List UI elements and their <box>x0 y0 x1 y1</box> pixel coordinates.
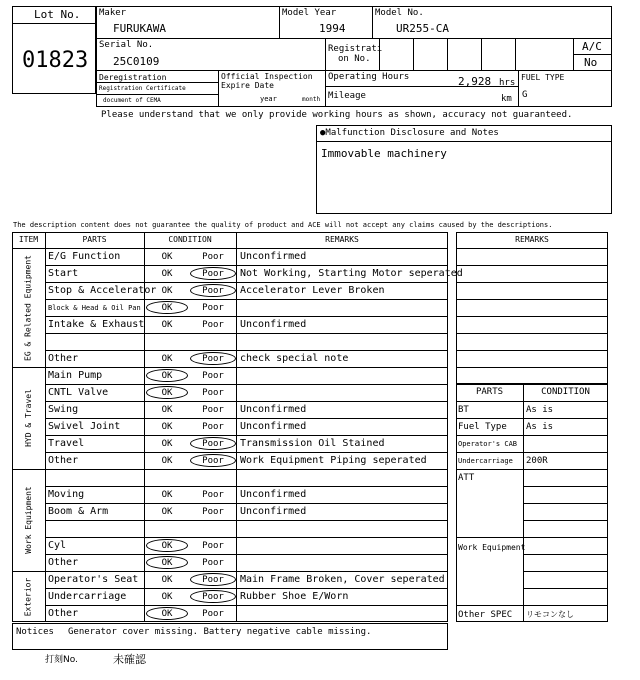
part-name: Swing <box>48 404 79 415</box>
group-label: EG & Related Equipment <box>23 254 33 361</box>
condition-poor: Poor <box>202 609 224 619</box>
other-spec-label: Other SPEC <box>458 610 513 620</box>
remark-text: Transmission Oil Stained <box>240 438 385 449</box>
group-label: HYD & Travel <box>23 389 33 447</box>
maker-label: Maker <box>99 8 127 18</box>
notices-label: Notices <box>16 627 54 637</box>
model-no-value: UR255-CA <box>396 22 449 35</box>
notices-text: Generator cover missing. Battery negative cable missing. <box>68 627 372 637</box>
condition-ok: OK <box>161 252 173 262</box>
right-remarks-frame <box>456 232 608 384</box>
condition-poor: Poor <box>202 456 224 466</box>
condition-poor: Poor <box>202 575 224 585</box>
registration-label-2: on No. <box>338 54 371 64</box>
registration-label-1: Registrati <box>328 44 383 54</box>
part-name: Other <box>48 455 79 466</box>
part-name: CNTL Valve <box>48 387 109 398</box>
malfunction-text: Immovable machinery <box>321 147 447 160</box>
selected-ok-mark <box>146 607 188 620</box>
condition-ok: OK <box>161 575 173 585</box>
condition-poor: Poor <box>202 320 224 330</box>
header-parts: PARTS <box>82 235 107 244</box>
lot-no-value: 01823 <box>22 48 89 73</box>
condition-poor: Poor <box>202 422 224 432</box>
right-part-name: Fuel Type <box>458 422 507 432</box>
part-name: Other <box>48 557 79 568</box>
selected-poor-mark <box>190 437 236 450</box>
fuel-type-value: G <box>522 90 528 100</box>
work-equipment-label: Work Equipment <box>458 543 526 552</box>
part-name: Other <box>48 353 79 364</box>
right-part-name: BT <box>458 405 469 415</box>
remark-text: Rubber Shoe E/Worn <box>240 591 349 602</box>
selected-ok-mark <box>146 301 188 314</box>
hours-disclaimer: Please understand that we only provide working hours as shown, accuracy not guaranteed. <box>101 110 573 120</box>
right-part-name: Undercarriage <box>458 457 513 465</box>
condition-ok: OK <box>161 320 173 330</box>
condition-ok: OK <box>161 269 173 279</box>
selected-ok-mark <box>146 539 188 552</box>
right-part-condition: As is <box>526 405 554 415</box>
operating-hours-value: 2,928 <box>458 75 492 88</box>
header-item: ITEM <box>18 235 39 244</box>
selected-ok-mark <box>146 386 188 399</box>
part-name: E/G Function <box>48 251 121 262</box>
part-name: Main Pump <box>48 370 103 381</box>
condition-ok: OK <box>161 405 173 415</box>
serial-value: 25C0109 <box>113 55 160 68</box>
part-name: Block & Head & Oil Pan <box>48 304 141 312</box>
group-label: Work Equipment <box>23 486 33 554</box>
remark-text: Work Equipment Piping seperated <box>240 455 427 466</box>
condition-ok: OK <box>161 286 173 296</box>
condition-poor: Poor <box>202 439 224 449</box>
condition-poor: Poor <box>202 507 224 517</box>
condition-ok: OK <box>161 558 173 568</box>
description-disclaimer: The description content does not guarantee the quality of product and ACE will not accept any claims caused by the descriptions. <box>13 221 553 229</box>
model-no-label: Model No. <box>375 8 424 18</box>
condition-poor: Poor <box>202 490 224 500</box>
right-condition-header: CONDITION <box>541 387 590 397</box>
part-name: Stop & Accelerator <box>48 285 157 296</box>
right-part-name: Operator's CAB <box>458 440 518 448</box>
registration-certificate-label: Registration Certificate <box>99 85 186 92</box>
selected-poor-mark <box>190 573 236 586</box>
header-remarks: REMARKS <box>325 235 359 244</box>
condition-ok: OK <box>161 354 173 364</box>
selected-ok-mark <box>146 556 188 569</box>
part-name: Intake & Exhaust <box>48 319 145 330</box>
model-year-value: 1994 <box>319 22 346 35</box>
cema-label: document of CEMA <box>103 97 161 104</box>
group-label: Exterior <box>23 577 33 616</box>
lot-no-label: Lot No. <box>34 8 81 21</box>
km-unit: km <box>501 94 512 104</box>
right-part-condition: 200R <box>526 456 548 466</box>
condition-ok: OK <box>161 439 173 449</box>
condition-ok: OK <box>161 422 173 432</box>
selected-poor-mark <box>190 454 236 467</box>
condition-ok: OK <box>161 541 173 551</box>
remark-text: Unconfirmed <box>240 319 307 330</box>
condition-ok: OK <box>161 303 173 313</box>
serial-label: Serial No. <box>99 40 154 50</box>
fuel-type-label: FUEL TYPE <box>521 73 565 82</box>
part-name: Other <box>48 608 79 619</box>
mileage-label: Mileage <box>328 91 366 101</box>
selected-poor-mark <box>190 590 236 603</box>
condition-ok: OK <box>161 371 173 381</box>
selected-poor-mark <box>190 267 236 280</box>
condition-poor: Poor <box>202 354 224 364</box>
part-name: Moving <box>48 489 85 500</box>
condition-poor: Poor <box>202 303 224 313</box>
ac-label: A/C <box>582 40 602 53</box>
remark-text: check special note <box>240 353 349 364</box>
deregistration-label: Deregistration <box>99 73 167 82</box>
condition-ok: OK <box>161 490 173 500</box>
condition-poor: Poor <box>202 388 224 398</box>
inspection-label-2: Expire Date <box>221 81 274 90</box>
remark-text: Unconfirmed <box>240 489 307 500</box>
stamp-value: 未確認 <box>113 653 146 666</box>
stamp-label: 打刻No. <box>45 655 78 665</box>
selected-poor-mark <box>190 352 236 365</box>
part-name: Travel <box>48 438 85 449</box>
remark-text: Unconfirmed <box>240 251 307 262</box>
remark-text: Not Working, Starting Motor seperated <box>240 268 463 279</box>
condition-poor: Poor <box>202 252 224 262</box>
maker-value: FURUKAWA <box>113 22 166 35</box>
malfunction-title: ●Malfunction Disclosure and Notes <box>320 128 499 138</box>
condition-poor: Poor <box>202 541 224 551</box>
condition-poor: Poor <box>202 592 224 602</box>
part-name: Cyl <box>48 540 67 551</box>
condition-ok: OK <box>161 507 173 517</box>
selected-poor-mark <box>190 284 236 297</box>
remark-text: Unconfirmed <box>240 404 307 415</box>
condition-ok: OK <box>161 456 173 466</box>
hrs-unit: hrs <box>499 78 516 88</box>
remark-text: Unconfirmed <box>240 506 307 517</box>
part-name: Swivel Joint <box>48 421 121 432</box>
operating-hours-label: Operating Hours <box>328 72 410 82</box>
year-label: year <box>260 95 277 103</box>
part-name: Operator's Seat <box>48 574 139 585</box>
other-spec-value: リモコンなし <box>526 610 574 619</box>
condition-poor: Poor <box>202 371 224 381</box>
part-name: Undercarriage <box>48 591 127 602</box>
condition-poor: Poor <box>202 558 224 568</box>
remark-text: Unconfirmed <box>240 421 307 432</box>
condition-ok: OK <box>161 592 173 602</box>
model-year-label: Model Year <box>282 8 337 18</box>
ac-value: No <box>584 56 598 69</box>
selected-ok-mark <box>146 369 188 382</box>
condition-ok: OK <box>161 609 173 619</box>
condition-poor: Poor <box>202 269 224 279</box>
condition-ok: OK <box>161 388 173 398</box>
part-name: Boom & Arm <box>48 506 109 517</box>
remark-text: Main Frame Broken, Cover seperated <box>240 574 445 585</box>
right-part-condition: As is <box>526 422 554 432</box>
month-label: month <box>302 96 321 103</box>
right-parts-header: PARTS <box>475 387 504 397</box>
header-condition: CONDITION <box>168 235 212 244</box>
att-label: ATT <box>458 473 475 483</box>
part-name: Start <box>48 268 79 279</box>
inspection-label-1: Official Inspection <box>221 72 313 81</box>
condition-poor: Poor <box>202 405 224 415</box>
condition-poor: Poor <box>202 286 224 296</box>
right-remarks-header: REMARKS <box>515 235 549 244</box>
remark-text: Accelerator Lever Broken <box>240 285 385 296</box>
